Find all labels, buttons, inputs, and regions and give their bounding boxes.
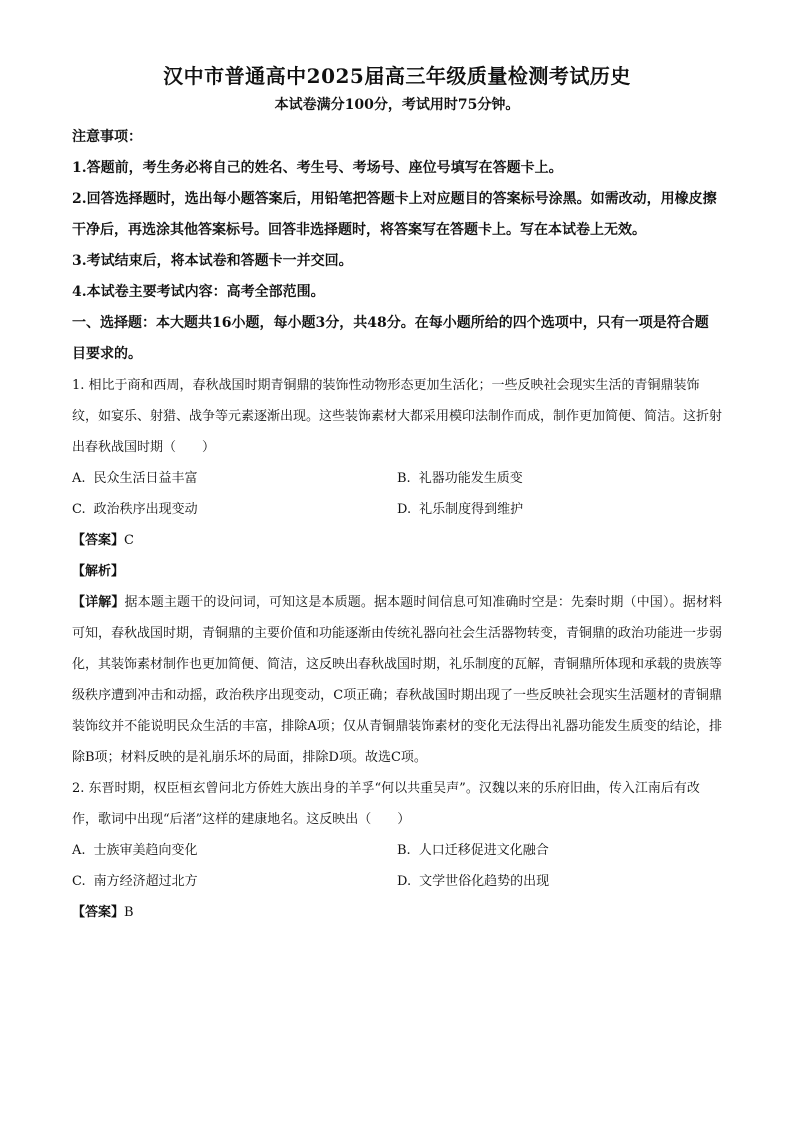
option-d bbox=[397, 494, 722, 525]
detail-paragraph bbox=[72, 587, 722, 773]
notice-item-2: 2.回答选择题时，选出每小题答案后，用铅笔把答题卡上对应题目的答案标号涂黑。如需改动，用橡皮擦干净后，再选涂其他答案标号。回答非选择题时，将答案写在答题卡上。写在本试卷上无效。 bbox=[72, 191, 717, 238]
detail-label: 【详解】 bbox=[72, 595, 125, 610]
option-c bbox=[72, 494, 397, 525]
answer-value: C bbox=[124, 533, 134, 548]
option-text: 人口迁移促进文化融合 bbox=[418, 843, 549, 858]
option-text: 礼器功能发生质变 bbox=[418, 471, 523, 486]
option-letter: D. bbox=[397, 874, 412, 889]
notice-item-3: 3.考试结束后，将本试卷和答题卡一并交回。 bbox=[72, 253, 353, 269]
analysis-label: 【解析】 bbox=[72, 564, 125, 579]
analysis-line bbox=[72, 556, 722, 587]
notice-heading: 注意事项： bbox=[72, 129, 142, 145]
question-stem: 2. 东晋时期，权臣桓玄曾问北方侨姓大族出身的羊孚“何以共重吴声”。汉魏以来的乐府旧曲，传入江南后有改作，歌词中出现“后渚”这样的建康地名。这反映出（ ） bbox=[72, 781, 700, 827]
option-text: 民众生活日益丰富 bbox=[93, 471, 198, 486]
option-text: 政治秩序出现变动 bbox=[93, 502, 198, 517]
option-letter: A. bbox=[72, 471, 86, 486]
option-list bbox=[72, 835, 722, 897]
exam-page bbox=[72, 62, 722, 928]
notice-item-4: 4.本试卷主要考试内容：高考全部范围。 bbox=[72, 284, 325, 300]
option-text: 士族审美趋向变化 bbox=[93, 843, 198, 858]
answer-line bbox=[72, 897, 722, 928]
exam-subtitle: 本试卷满分100分，考试用时75分钟。 bbox=[274, 97, 520, 113]
option-text: 文学世俗化趋势的出现 bbox=[419, 874, 550, 889]
option-letter: C. bbox=[72, 874, 86, 889]
option-b bbox=[397, 835, 722, 866]
page-title: 汉中市普通高中2025届高三年级质量检测考试历史 bbox=[163, 64, 631, 88]
answer-line bbox=[72, 525, 722, 556]
question-2 bbox=[72, 773, 722, 928]
option-letter: A. bbox=[72, 843, 86, 858]
option-text: 礼乐制度得到维护 bbox=[419, 502, 524, 517]
option-letter: B. bbox=[397, 843, 411, 858]
option-letter: C. bbox=[72, 502, 86, 517]
question-1 bbox=[72, 370, 722, 773]
option-c bbox=[72, 866, 397, 897]
option-a bbox=[72, 835, 397, 866]
question-stem: 1. 相比于商和西周，春秋战国时期青铜鼎的装饰性动物形态更加生活化；一些反映社会现实生活的青铜鼎装饰纹，如宴乐、射猎、战争等元素逐渐出现。这些装饰素材大都采用模印法制作而成，制作更加简便、简洁。这折射出春秋战国时期（ ） bbox=[72, 378, 723, 455]
option-d bbox=[397, 866, 722, 897]
option-text: 南方经济超过北方 bbox=[93, 874, 198, 889]
option-a bbox=[72, 463, 397, 494]
option-letter: B. bbox=[397, 471, 411, 486]
notice-item-1: 1.答题前，考生务必将自己的姓名、考生号、考场号、座位号填写在答题卡上。 bbox=[72, 160, 563, 176]
section-heading: 一、选择题：本大题共16小题，每小题3分，共48分。在每小题所给的四个选项中，只有一项是符合题目要求的。 bbox=[72, 315, 709, 362]
answer-label: 【答案】 bbox=[72, 533, 125, 548]
answer-value: B bbox=[124, 905, 134, 920]
detail-text: 据本题主题干的设问词，可知这是本质题。据本题时间信息可知准确时空是：先秦时期（中国）。据材料可知，春秋战国时期，青铜鼎的主要价值和功能逐渐由传统礼器向社会生活器物转变，青铜鼎的政治功能进一步弱化，其装饰素材制作也更加简便、简洁，这反映出春秋战国时期，礼乐制度的瓦解，青铜鼎所体现和承载的贵族等级秩序遭到冲击和动摇，政治秩序出现变动，C项正确；春秋战国时期出现了一些反映社会现实生活题材的青铜鼎装饰纹并不能说明民众生活的丰富，排除A项；仅从青铜鼎装饰素材的变化无法得出礼器功能发生质变的结论，排除B项；材料反映的是礼崩乐坏的局面，排除D项。故选C项。 bbox=[72, 595, 723, 765]
option-list bbox=[72, 463, 722, 525]
answer-label: 【答案】 bbox=[72, 905, 125, 920]
option-b bbox=[397, 463, 722, 494]
option-letter: D. bbox=[397, 502, 412, 517]
